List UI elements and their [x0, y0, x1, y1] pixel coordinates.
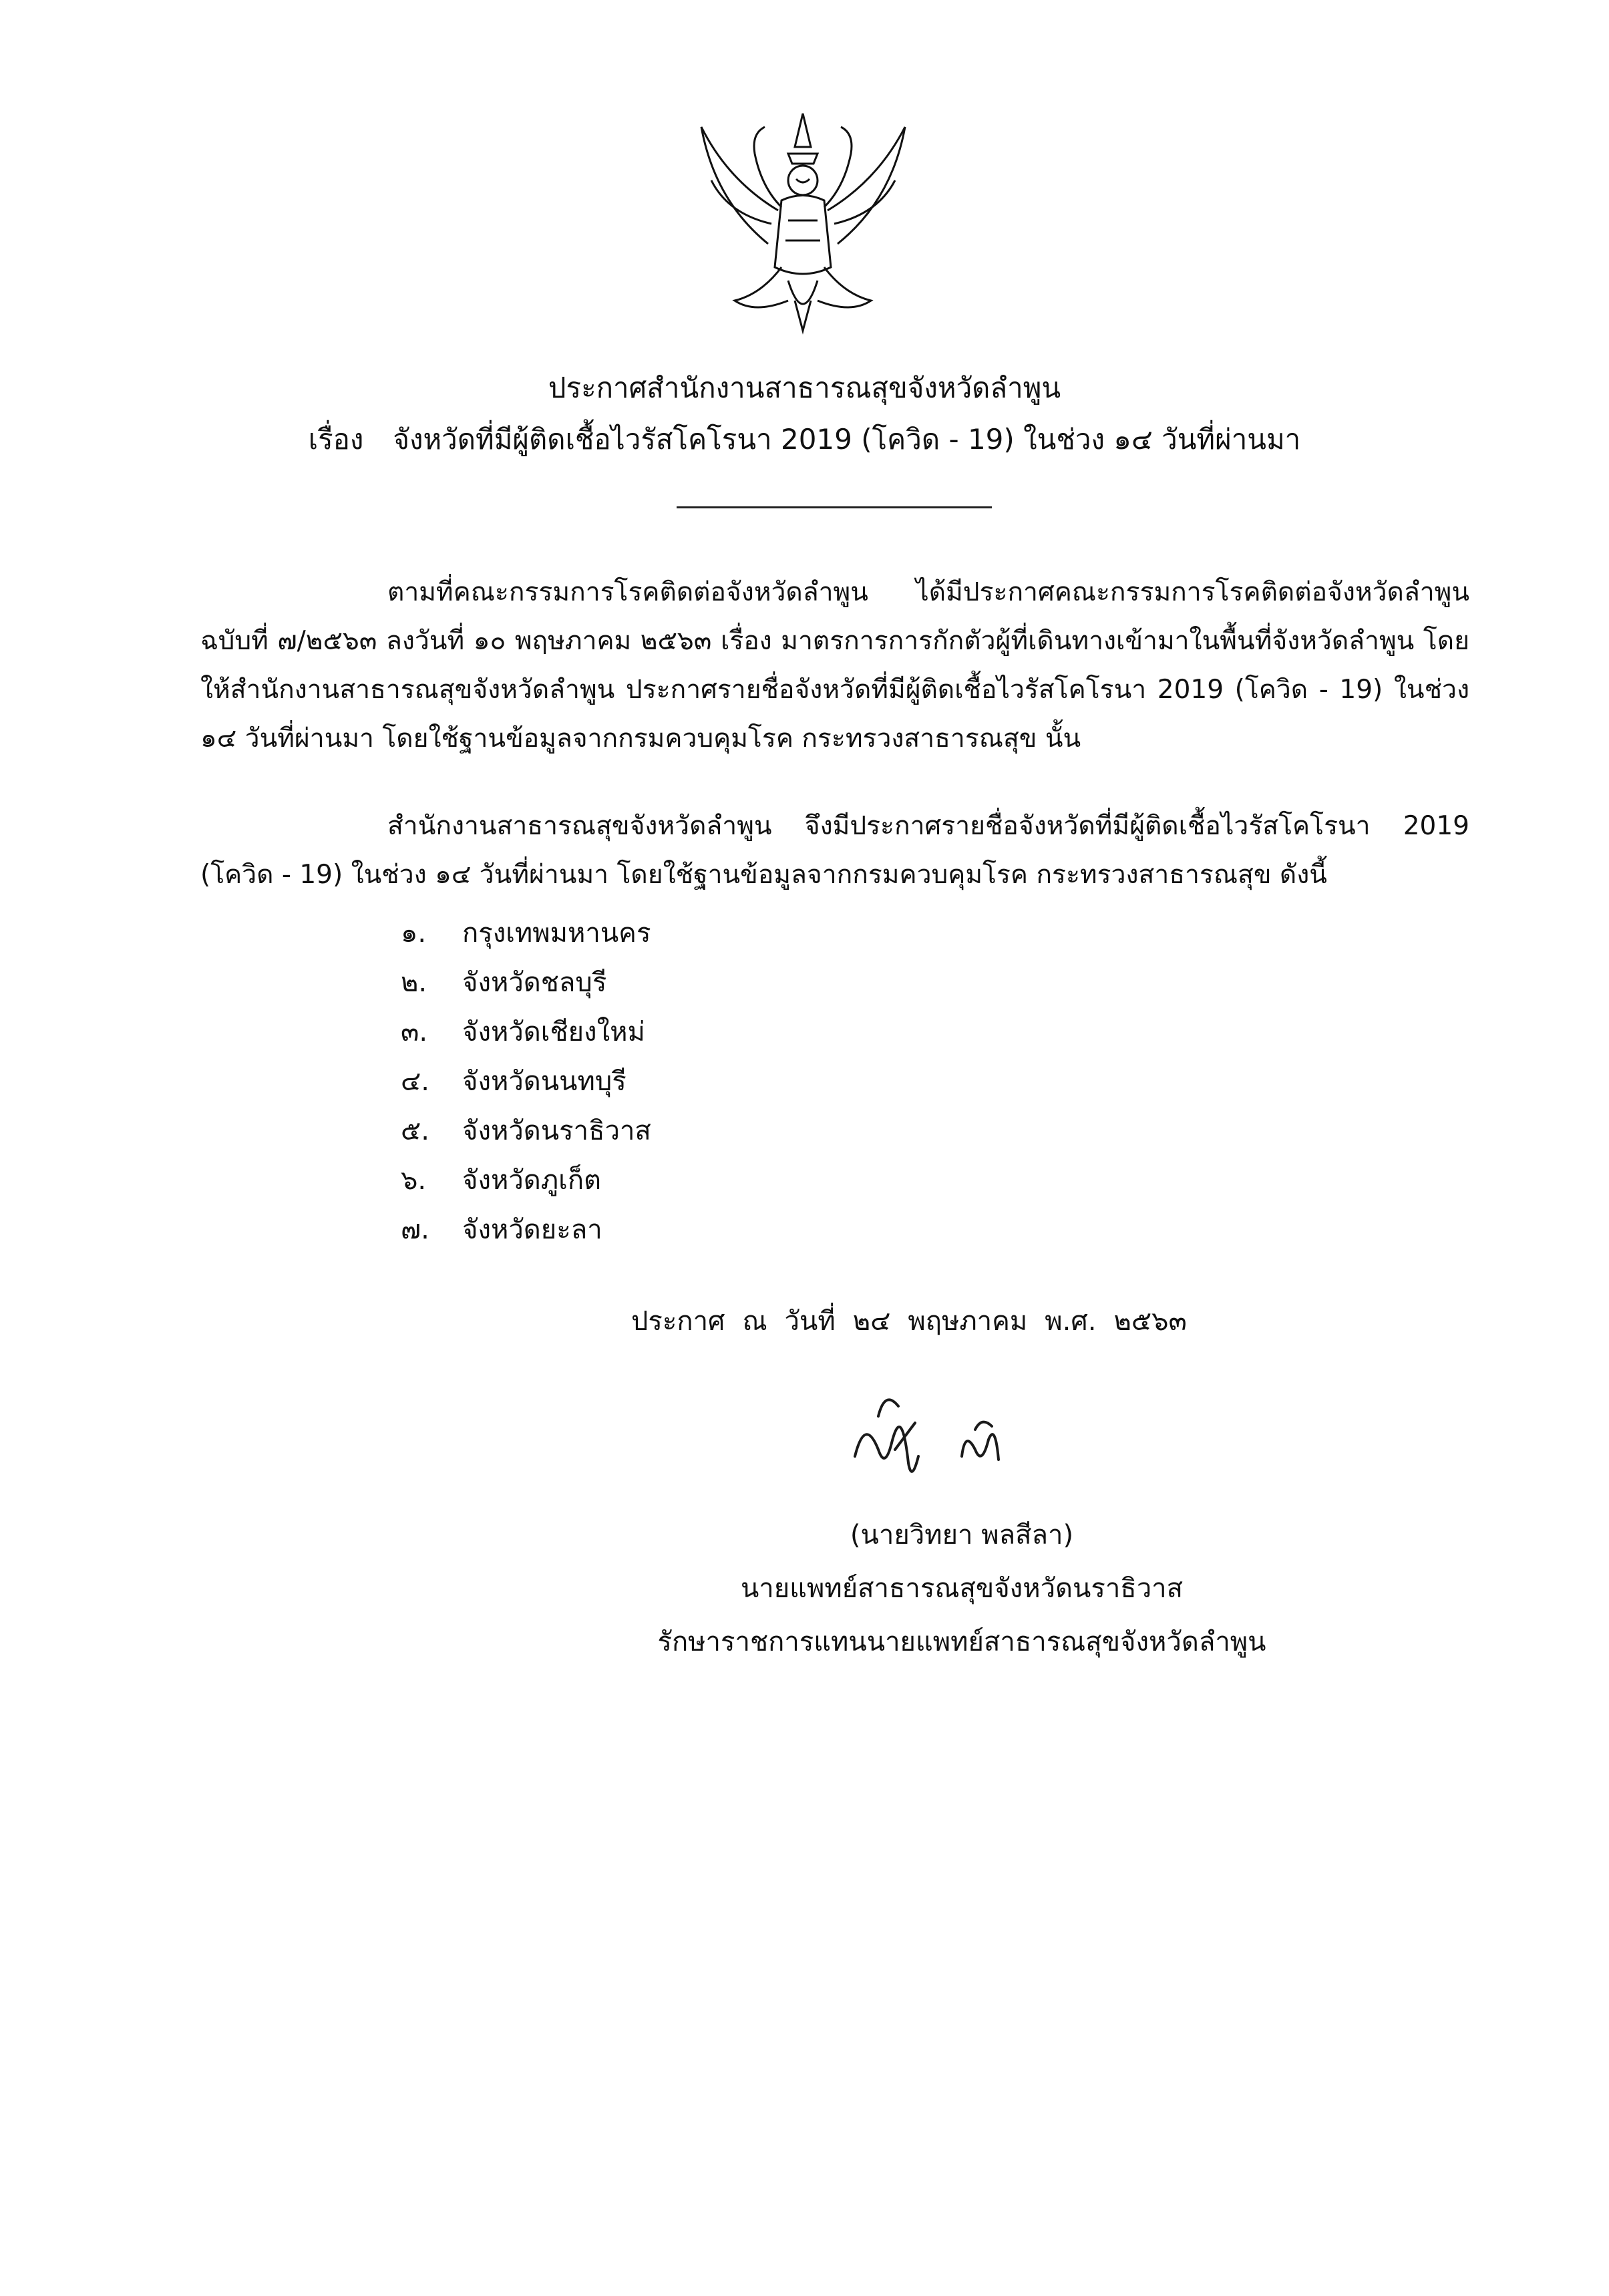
paragraph-1-text: ตามที่คณะกรรมการโรคติดต่อจังหวัดลำพูน ได้มีประกาศคณะกรรมการโรคติดต่อจังหวัดลำพูน ฉบับที่ ๗/๒๕๖๓ ลงวันที่ ๑๐ พฤษภาคม ๒๕๖๓ เรื่อง มาตรการการกักตัวผู้ที่เดินทางเข้ามาในพื้นที่จังหวัดลำพูน โดยให้สำนักงานสาธารณสุขจังหวัดลำพูน ประกาศรายชื่อจังหวัดที่มีผู้ติดเชื้อไวรัสโคโรนา 2019 (โควิด - 19) ในช่วง ๑๔ วันที่ผ่านมา โดยใช้ฐานข้อมูลจากกรมควบคุมโรค กระทรวงสาธารณสุข นั้น: [200, 577, 1469, 754]
list-item-name: จังหวัดชลบุรี: [462, 967, 607, 998]
handwritten-signature: [838, 1376, 1039, 1503]
list-item: [401, 1007, 651, 1057]
subject-text: จังหวัดที่มีผู้ติดเชื้อไวรัสโคโรนา 2019 (โควิด - 19) ในช่วง ๑๔ วันที่ผ่านมา: [393, 423, 1301, 456]
date-month: พฤษภาคม: [908, 1306, 1028, 1337]
list-item-name: จังหวัดนราธิวาส: [462, 1116, 651, 1146]
title-divider: [677, 506, 992, 508]
list-item: [401, 1156, 651, 1205]
announcement-subject: [0, 418, 1609, 462]
date-prefix: ประกาศ: [631, 1306, 725, 1337]
list-item-name: กรุงเทพมหานคร: [462, 918, 651, 949]
signatory-position: นายแพทย์สาธารณสุขจังหวัดนราธิวาส: [740, 1573, 1184, 1604]
list-item-name: จังหวัดนนทบุรี: [462, 1066, 627, 1097]
list-item-number: ๕.: [401, 1116, 429, 1146]
list-item: [401, 909, 651, 958]
province-list: [401, 909, 651, 1255]
subject-label: เรื่อง: [308, 423, 364, 456]
paragraph-1: [200, 568, 1469, 763]
list-item: [401, 1205, 651, 1255]
signatory-acting-position: รักษาราชการแทนนายแพทย์สาธารณสุขจังหวัดลำพูน: [657, 1627, 1266, 1657]
list-item-name: จังหวัดภูเก็ต: [462, 1165, 602, 1196]
paragraph-2: [200, 802, 1469, 899]
announcement-title: ประกาศสำนักงานสาธารณสุขจังหวัดลำพูน: [548, 371, 1061, 404]
garuda-emblem-icon: [688, 100, 918, 341]
list-item: [401, 958, 651, 1007]
list-item-number: ๓.: [401, 1017, 428, 1047]
list-item-number: ๖.: [401, 1165, 427, 1196]
signatory-name: (นายวิทยา พลสีลา): [850, 1520, 1074, 1550]
date-at: ณ: [742, 1306, 767, 1337]
list-item: [401, 1057, 651, 1106]
list-item-number: ๒.: [401, 967, 427, 998]
list-item: [401, 1106, 651, 1156]
list-item-number: ๔.: [401, 1066, 429, 1097]
date-year: ๒๕๖๓: [1113, 1306, 1187, 1337]
date-day: ๒๔: [852, 1306, 891, 1337]
date-era: พ.ศ.: [1045, 1306, 1097, 1337]
date-day-label: วันที่: [784, 1306, 836, 1337]
paragraph-2-text: สำนักงานสาธารณสุขจังหวัดลำพูน จึงมีประกาศรายชื่อจังหวัดที่มีผู้ติดเชื้อไวรัสโคโรนา 2019 (โควิด - 19) ในช่วง ๑๔ วันที่ผ่านมา โดยใช้ฐานข้อมูลจากกรมควบคุมโรค กระทรวงสาธารณสุข ดังนี้: [200, 811, 1469, 890]
list-item-name: จังหวัดยะลา: [462, 1214, 602, 1245]
list-item-name: จังหวัดเชียงใหม่: [462, 1017, 645, 1047]
announcement-date: [631, 1299, 1204, 1342]
list-item-number: ๑.: [401, 918, 427, 949]
list-item-number: ๗.: [401, 1214, 429, 1245]
